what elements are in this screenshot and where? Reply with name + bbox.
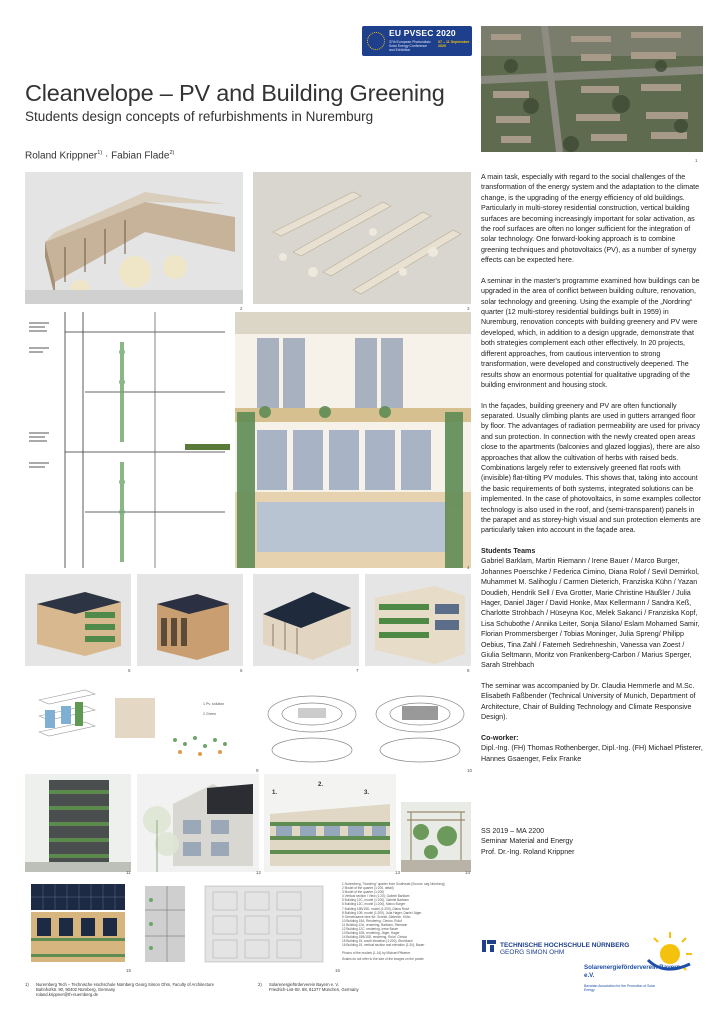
author-1-mark: 1) (97, 150, 103, 156)
exploded-diagram (25, 680, 257, 768)
legend-item: 5 Building 12C, model (1:200), Gabriel Barklam (342, 898, 409, 903)
paragraph-intro: A main task, especially with regard to the social challenges of the transformation of the energy system and the adaptation to the climate change, is the upgrading of the energy efficiency of old buildings. Particularly in multi-storey residential construction, vertical building surfaces are becoming increasingly important for solar activation, as the roof surfaces are often no longer sufficient for the integration of solar technology. One forward-looking approach is to combine greening techniques and photovoltaics (PV), as a number of synergy effects can be expected here. (481, 173, 700, 265)
legend-item: 16 Building 15, vertical section and elevation (1:20), Bauer (342, 943, 425, 948)
legend-item: 10 Building 15A, Rendering, Cimino, Rolof (342, 918, 402, 923)
figure-15-elevation (25, 880, 131, 966)
legend-item: 7 Building 15B/15D, model (1:200), Diana Rolof (342, 906, 410, 911)
figure-12-number: 12 (256, 870, 262, 875)
footnote-1 (36, 982, 251, 998)
footnote-2 (269, 982, 469, 992)
figure-13-rendering (264, 774, 396, 872)
model-image-5 (25, 574, 131, 666)
author-separator: · (104, 150, 109, 162)
figure-7-model (253, 574, 359, 666)
rendering-12 (137, 774, 259, 872)
legend-item: 4 Vertical section / View (1:20), Gabriel Barklam (342, 894, 410, 899)
model-image-1 (25, 172, 243, 304)
figure-legend-list (342, 882, 472, 948)
figure-7-number: 7 (356, 668, 359, 673)
figure-15-number: 15 (126, 968, 132, 973)
figure-6-number: 6 (240, 668, 243, 673)
course-code: SS 2019 – MA 2200 (481, 827, 545, 835)
figure-14-number: 14 (465, 870, 471, 875)
legend-item: 3 Model of the quarter (1:200) (342, 890, 385, 895)
panel-13-label-1: 1. (272, 790, 278, 796)
diagram-label-pv: 1 Pv. solution (203, 702, 225, 706)
legend-item: 9 Gemeinsame Idee für: Schnitt, Dieterich, Kühn (342, 914, 411, 919)
legend-photo-credit: Photos of the models (1-16) by Michael Pfisterer (342, 950, 411, 955)
model-image-8 (365, 574, 471, 666)
footnote-1-line-1: Nuremberg Tech – Technische Hochschule Nürnberg Georg Simon Ohm, Faculty of Architecture (36, 982, 214, 987)
eu-stars-icon (367, 32, 385, 50)
authors (25, 150, 174, 161)
figure-5-number: 5 (128, 668, 131, 673)
figure-8-number: 8 (467, 668, 470, 673)
legend-item: 1 Nuremberg, "Nordring" quarter from Southeast (Source: seg Nürnberg) (342, 882, 445, 886)
legend-item: 15 Building 15, south elevation (1:200), Strohbach (342, 939, 413, 944)
figure-4-section-elevation (25, 312, 471, 568)
legend-scale-note: Scales do not refer to the size of the images on the poster. (342, 956, 425, 961)
panel-13-label-3: 3. (364, 790, 370, 796)
figure-11-rendering (25, 774, 131, 872)
figure-9-diagrams (25, 680, 257, 768)
badge-subtitle: 37th European Photovoltaic Solar Energy Conference and Exhibition (389, 40, 431, 52)
figure-2-number: 2 (240, 306, 243, 311)
diagram-label-green: 2 Green (203, 712, 216, 716)
legend-item: 13 Building 10B, rendering, Jäger, Hager (342, 931, 400, 936)
coworker-heading: Co-worker: (481, 733, 519, 742)
rendering-14 (401, 802, 471, 872)
model-image-2 (253, 172, 471, 304)
author-1: Roland Krippner (25, 150, 98, 162)
figure-4-number: 4 (467, 565, 470, 570)
figure-10-number: 10 (467, 768, 473, 773)
legend-item: 11 Building 12A, rendering, Barklam, Riemann (342, 922, 408, 927)
legend-item: 12 Building 12C, rendering, Irene Bauer (342, 927, 399, 932)
badge-dates: 07 – 11 September 2020 (438, 40, 470, 48)
th-logo-line-1: TECHNISCHE HOCHSCHULE NÜRNBERG (500, 942, 630, 949)
model-image-6 (137, 574, 243, 666)
badge-title: EU PVSEC 2020 (389, 28, 456, 38)
footnote-1-line-2: Bahnhofstr. 90, 90402 Nürnberg, Germany (36, 987, 116, 993)
seminar-acknowledgement: The seminar was accompanied by Dr. Claudia Hemmerle and M.Sc. Elisabeth Faßbender (Technical University of Munich, Department of Architecture, Chair of Building Technology and Climate Responsive Design). (481, 682, 696, 722)
figure-14-rendering (401, 802, 471, 872)
figure-3-number: 3 (467, 306, 470, 311)
solarenergie-logo-text: Solarenergieförderverein Bayern e.V. (584, 964, 681, 979)
th-logo-line-2: GEORG SIMON OHM (500, 949, 565, 956)
figure-11-number: 11 (126, 870, 131, 875)
section-drawing (25, 312, 471, 568)
elevation-15 (25, 880, 131, 966)
course-title: Seminar Material and Energy (481, 837, 573, 846)
legend-item: 8 Building 10B, model (1:200), Julia Hager, Daniel Jäger (342, 910, 422, 915)
rendering-13 (264, 774, 396, 872)
footnote-1-mark: 1) (25, 982, 29, 987)
figure-13-number: 13 (395, 870, 401, 875)
figure-8-model (365, 574, 471, 666)
rendering-11 (25, 774, 131, 872)
footnote-2-mark: 2) (258, 982, 262, 987)
figure-16-section-details (137, 880, 337, 966)
figure-6-model (137, 574, 243, 666)
plan-drawings (262, 680, 471, 768)
figure-1-aerial-photo (481, 26, 703, 152)
course-professor: Prof. Dr.-Ing. Roland Krippner (481, 847, 575, 856)
figure-legend (342, 882, 472, 961)
footnote-2-line-2: Friedrich-List-Str. 88, 81377 München, Germany (269, 987, 359, 993)
poster-subtitle: Students design concepts of refurbishments in Nuremburg (25, 109, 374, 124)
figure-9-number: 9 (256, 768, 259, 773)
footnote-2-line-1: Solarenergieförderverein Bayern e. V. (269, 982, 339, 987)
legend-item: 6 Building 12C, model (1:200), Marco Burger (342, 902, 406, 907)
figure-1-number: 1 (695, 158, 698, 163)
footnote-1-line-3: roland.krippner@th-nuernberg.de (36, 992, 98, 998)
paragraph-seminar: A seminar in the master's programme examined how buildings can be upgraded in the area of conflict between building culture, renovation, solar technology and greening. Using the example of the „Nordring“ quarter (12 multi-storey residential buildings built in 1959) in Nuremburg, renovation concepts with building greenery and PV were developed, which, in addition to a design upgrade, demonstrate that both strategies complement each other effectively. In 20 projects, different approaches, from cautious intervention to strong transformation, were developed and constructively deepened. The results show an enormous potential for qualitative upgrading of the building environment and housing stock. (481, 276, 700, 389)
legend-item: 14 Building 15B/15D, rendering, Rolof, Cimino (342, 935, 408, 940)
figure-16-number: 16 (335, 968, 341, 973)
paragraph-facades: In the façades, building greenery and PV are often functionally separated. Usually climbing plants are used in gutters arranged floor by floor. The advantages of radiation permeability are used for privacy and sun protection. In connection with the newly created open areas close to the apartments (balconies and glazed loggias), there are also approaches that allow the cultivation of herbs with raised beds. Combinations largely refer to extensively greened flat roofs with (invisible) flat-tilting PV modules. This shows that, taking into account the basic requirements of both systems, integrated solutions can be implemented. In the case of photovoltaics, in some examples collector technology is also used in the roof, and (semi-transparent) panels in the parapet and as storey-high visual and sun protection elements are particularly taken into account in the façade area. (481, 401, 702, 535)
figure-12-rendering (137, 774, 259, 872)
students-teams-list: Gabriel Barklam, Martin Riemann / Irene Bauer / Marco Burger, Johannes Poerschke / Federica Cimino, Diana Rolof / Sevil Demirkol, Muhammet M. Salihoglu / Carmen Dieterich, Franziska Kühn / Yazan Doudieh, Hendrik Sell / Eva Grotter, Marie Christine Häußler / Julia Hager, Daniel Jäger / David Honke, Max Kellermann / Sandra Keß, Charlotte Strohbach / Hüseyna Koc, Melek Sakanci / Franziska Kopf, Lisa Schubothe / Annika Leiter, Sonja Silano/ Eslam Mohamed Samir, Florian Prommersberger / Tobias Moninger, Julia Spreng/ Philipp Oebius, Tina Zahl / Fatemeh Sedrehneshin, Vanessa van Zoest / Giulia Seltmann, Moritz von Frankenberg-Carbon / Marius Sperger, Sarah Strehbach (481, 557, 700, 670)
coworker-list: Dipl.-Ing. (FH) Thomas Rothenberger, Dipl.-Ing. (FH) Michael Pfisterer, Hannes Gsaenger, Felix Franke (481, 744, 703, 763)
eu-pvsec-badge (362, 26, 472, 56)
figure-10-plans (262, 680, 471, 768)
author-2: Fabian Flade (111, 150, 170, 162)
students-teams-heading: Students Teams (481, 546, 536, 555)
figure-5-model (25, 574, 131, 666)
author-2-mark: 2) (169, 150, 175, 156)
model-image-7 (253, 574, 359, 666)
th-nuernberg-logo-text (500, 942, 629, 956)
main-text-column (481, 172, 703, 774)
aerial-photo-image (481, 26, 703, 152)
section-details (137, 880, 337, 966)
poster-title: Cleanvelope – PV and Building Greening (25, 80, 445, 106)
figure-2-model (25, 172, 243, 304)
legend-item: 2 Model of the quarter (1:200, detail) (342, 886, 394, 891)
figure-3-quarter-model (253, 172, 471, 304)
course-info (481, 826, 703, 857)
solarenergie-logo-subtitle: Bavarian Association for the Promotion of Solar Energy (584, 984, 656, 992)
panel-13-label-2: 2. (318, 782, 324, 788)
th-nuernberg-logo-icon (481, 938, 497, 954)
